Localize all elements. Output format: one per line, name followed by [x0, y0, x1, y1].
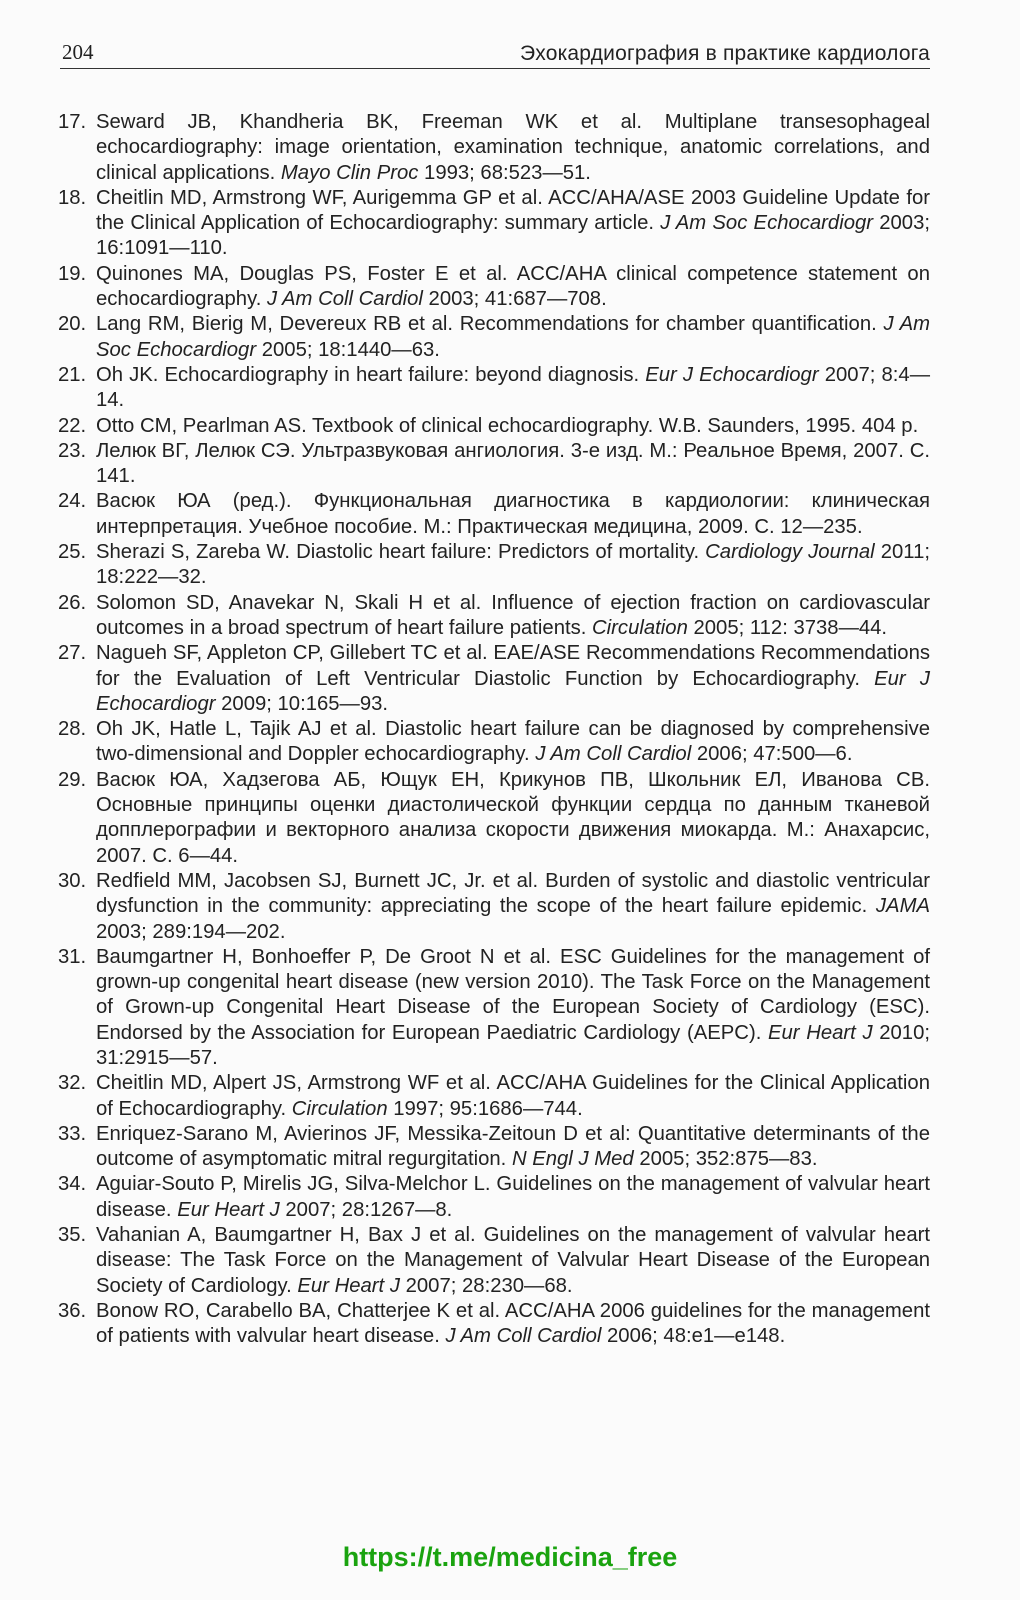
reference-item	[58, 540, 930, 591]
reference-item	[58, 1172, 930, 1223]
reference-citation: 2003; 16:1091—110.	[96, 212, 930, 260]
reference-item	[58, 186, 930, 262]
journal-name: Eur J Echocardiogr	[96, 667, 930, 715]
reference-item	[58, 312, 930, 363]
reference-text	[96, 1123, 930, 1170]
reference-item	[58, 869, 930, 945]
reference-item	[58, 439, 930, 490]
reference-body: Cheitlin MD, Armstrong WF, Aurigemma GP et al. ACC/AHA/ASE 2003 Guideline Update for the Clinical Application of Echocardiography: summary article.	[96, 186, 930, 235]
reference-body: Oh JK, Hatle L, Tajik AJ et al. Diastolic heart failure can be diagnosed by comprehensive two-dimensional and Doppler echocardiography.	[96, 718, 930, 766]
reference-text	[96, 490, 930, 537]
reference-number: 17.	[58, 111, 87, 133]
reference-number: 19.	[58, 262, 87, 285]
reference-body: Baumgartner H, Bonhoeffer P, De Groot N et al. ESC Guidelines for the management of grown-up congenital heart disease (new version 2010). The Task Force on the Management of Grown-up Congenital Heart Disease of the European Society of Cardiology (ESC). Endorsed by the Association for European Paediatric Cardiology (AEPC).	[96, 945, 930, 1044]
reference-number: 20.	[58, 313, 87, 336]
reference-number: 21.	[58, 363, 87, 386]
reference-body: Nagueh SF, Appleton CP, Gillebert TC et al. EAE/ASE Recommendations Recommendations for the Evaluation of Left Ventricular Diastolic Function by Echocardiography.	[96, 642, 930, 690]
reference-number: 32.	[58, 1072, 87, 1095]
reference-item	[58, 1071, 930, 1122]
reference-number: 28.	[58, 718, 87, 741]
journal-name: Cardiology Journal	[705, 541, 875, 564]
journal-name: Eur Heart J	[177, 1198, 280, 1221]
reference-item	[58, 591, 930, 642]
reference-number: 23.	[58, 439, 87, 462]
reference-citation: 2005; 18:1440—63.	[256, 338, 440, 361]
journal-name: J Am Coll Cardiol	[445, 1325, 602, 1348]
reference-citation: 2003; 41:687—708.	[422, 288, 607, 311]
journal-name: J Am Coll Cardiol	[535, 743, 692, 766]
reference-item	[58, 945, 930, 1071]
reference-item	[58, 414, 930, 439]
reference-text	[96, 1072, 930, 1119]
reference-text	[96, 364, 930, 411]
reference-text	[96, 440, 930, 487]
reference-item	[58, 489, 930, 540]
reference-text	[96, 313, 930, 360]
running-title: Эхокардиография в практике кардиолога	[519, 42, 930, 65]
reference-body: Bonow RO, Carabello BA, Chatterjee K et al. ACC/AHA 2006 guidelines for the management of patients with valvular heart disease.	[96, 1299, 930, 1348]
page-header	[60, 40, 930, 69]
journal-name: Eur J Echocardiogr	[645, 363, 819, 386]
journal-name: J Am Soc Echocardiogr	[660, 212, 874, 235]
reference-number: 24.	[58, 490, 87, 513]
reference-list	[58, 110, 930, 1350]
reference-item	[58, 1299, 930, 1350]
reference-citation: 1993; 68:523—51.	[418, 161, 591, 184]
reference-body: Aguiar-Souto P, Mirelis JG, Silva-Melchor L. Guidelines on the management of valvular heart disease.	[96, 1173, 930, 1221]
reference-citation: 2007; 28:230—68.	[399, 1274, 573, 1297]
reference-citation: 2007; 28:1267—8.	[279, 1198, 453, 1221]
reference-body: Васюк ЮА, Хадзегова АБ, Ющук ЕН, Крикунов ПВ, Школьник ЕЛ, Иванова СВ. Основные принципы оценки диастолической функции сердца по данным тканевой допплерографии и векторного анализа скорости движения миокарда. М.: Анахарсис, 2007. С. 6—44.	[96, 768, 930, 867]
reference-number: 26.	[58, 591, 87, 614]
reference-number: 30.	[58, 869, 87, 892]
reference-item	[58, 363, 930, 414]
reference-number: 35.	[58, 1224, 87, 1247]
reference-text	[96, 263, 930, 310]
reference-text	[96, 718, 930, 765]
reference-body: Vahanian A, Baumgartner H, Bax J et al. Guidelines on the management of valvular heart disease: The Task Force on the Management of Valvular Heart Disease of the European Society of Cardiology.	[96, 1224, 930, 1297]
reference-number: 27.	[58, 642, 87, 665]
reference-text	[96, 541, 930, 588]
reference-citation: 2003; 289:194—202.	[96, 920, 286, 943]
page-number: 204	[62, 40, 94, 64]
journal-name: Eur Heart J	[768, 1021, 873, 1044]
journal-name: J Am Coll Cardiol	[267, 288, 423, 311]
reference-text	[96, 1173, 930, 1220]
reference-number: 33.	[58, 1122, 87, 1145]
reference-text	[96, 946, 930, 1069]
reference-text	[96, 415, 918, 437]
reference-item	[58, 1122, 930, 1173]
reference-item	[58, 1223, 930, 1299]
reference-item	[58, 717, 930, 768]
reference-number: 18.	[58, 186, 87, 209]
journal-name: JAMA	[875, 895, 930, 918]
reference-body: Enriquez-Sarano M, Avierinos JF, Messika-Zeitoun D et al: Quantitative determinants of the outcome of asymptomatic mitral regurgitation.	[96, 1122, 930, 1171]
reference-citation: 2006; 48:e1—e148.	[601, 1325, 786, 1348]
reference-body: Solomon SD, Anavekar N, Skali H et al. Influence of ejection fraction on cardiovascular outcomes in a broad spectrum of heart failure patients.	[96, 591, 930, 639]
reference-body: Oh JK. Echocardiography in heart failure: beyond diagnosis.	[96, 363, 646, 386]
journal-name: Circulation	[291, 1097, 388, 1120]
reference-body: Quinones MA, Douglas PS, Foster E et al. ACC/AHA clinical competence statement on echocardiography.	[96, 262, 930, 311]
reference-item	[58, 110, 930, 186]
reference-body: Sherazi S, Zareba W. Diastolic heart failure: Predictors of mortality.	[96, 541, 706, 564]
reference-text	[96, 592, 930, 639]
reference-body: Redfield MM, Jacobsen SJ, Burnett JC, Jr. et al. Burden of systolic and diastolic ventricular dysfunction in the community: appreciating the scope of the heart failure epidemic.	[96, 869, 930, 918]
reference-body: Lang RM, Bierig M, Devereux RB et al. Recommendations for chamber quantification.	[96, 313, 884, 336]
reference-body: Cheitlin MD, Alpert JS, Armstrong WF et al. ACC/AHA Guidelines for the Clinical Application of Echocardiography.	[96, 1072, 930, 1120]
reference-text	[96, 111, 930, 184]
reference-number: 36.	[58, 1299, 87, 1322]
journal-name: Eur Heart J	[297, 1274, 400, 1297]
reference-citation: 1997; 95:1686—744.	[387, 1097, 583, 1120]
reference-citation: 2005; 352:875—83.	[633, 1148, 818, 1171]
reference-text	[96, 1224, 930, 1297]
reference-citation: 2005; 112: 3738—44.	[687, 616, 888, 639]
reference-text	[96, 870, 930, 943]
reference-citation: 2009; 10:165—93.	[215, 692, 389, 715]
reference-text	[96, 769, 930, 867]
reference-text	[96, 642, 930, 715]
journal-name: N Engl J Med	[511, 1148, 634, 1171]
reference-item	[58, 768, 930, 869]
reference-number: 25.	[58, 541, 87, 564]
reference-number: 34.	[58, 1173, 87, 1196]
reference-number: 22.	[58, 414, 87, 437]
reference-body: Лелюк ВГ, Лелюк СЭ. Ультразвуковая ангиология. 3-е изд. М.: Реальное Время, 2007. С. 141.	[96, 439, 930, 488]
reference-body: Otto CM, Pearlman AS. Textbook of clinical echocardiography. W.B. Saunders, 1995. 404 p.	[96, 414, 919, 437]
journal-name: Circulation	[592, 616, 688, 639]
reference-citation: 2011; 18:222—32.	[96, 541, 930, 589]
reference-number: 31.	[58, 945, 87, 968]
reference-item	[58, 262, 930, 313]
reference-text	[96, 1300, 930, 1347]
reference-text	[96, 187, 930, 260]
footer-link[interactable]: https://t.me/medicina_free	[342, 1542, 678, 1572]
reference-citation: 2006; 47:500—6.	[691, 743, 853, 766]
reference-body: Seward JB, Khandheria BK, Freeman WK et al. Multiplane transesophageal echocardiography: image orientation, examination technique, anatomic correlations, and clinical applications.	[96, 111, 930, 184]
reference-body: Васюк ЮА (ред.). Функциональная диагностика в кардиологии: клиническая интерпретация. Учебное пособие. М.: Практическая медицина, 2009. С. 12—235.	[96, 490, 930, 538]
reference-citation: 2007; 8:4—14.	[96, 363, 930, 412]
journal-name: J Am Soc Echocardiogr	[96, 313, 930, 361]
reference-number: 29.	[58, 768, 87, 791]
journal-name: Mayo Clin Proc	[280, 161, 419, 184]
reference-item	[58, 641, 930, 717]
reference-citation: 2010; 31:2915—57.	[96, 1021, 930, 1069]
